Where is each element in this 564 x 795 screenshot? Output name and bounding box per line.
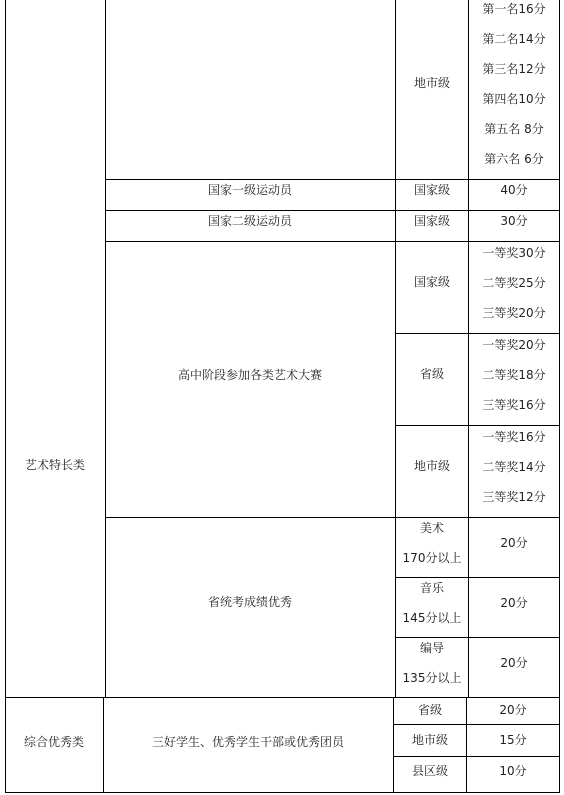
level-city: 地市级 bbox=[413, 76, 451, 90]
category-art-specialty: 艺术特长类 bbox=[24, 458, 86, 472]
level-art-provincial: 省级 bbox=[419, 367, 445, 381]
item-art-contest: 高中阶段参加各类艺术大赛 bbox=[177, 368, 323, 382]
ranking-score-4: 第四名10分 bbox=[482, 92, 546, 106]
prize-score: 一等奖16分 bbox=[482, 430, 546, 444]
item-merit-student: 三好学生、优秀学生干部或优秀团员 bbox=[151, 735, 345, 749]
level-athlete-grade1: 国家级 bbox=[413, 183, 451, 197]
level-city: 地市级 bbox=[411, 733, 449, 747]
score-athlete-grade1: 40分 bbox=[500, 183, 528, 197]
exam-threshold: 170分以上 bbox=[402, 551, 462, 565]
ranking-score-3: 第三名12分 bbox=[482, 62, 546, 76]
score-city: 15分 bbox=[499, 733, 527, 747]
exam-threshold: 135分以上 bbox=[402, 671, 462, 685]
item-athlete-grade1: 国家一级运动员 bbox=[207, 183, 293, 197]
prize-score: 三等奖16分 bbox=[482, 398, 546, 412]
score-county: 10分 bbox=[499, 764, 527, 778]
prize-score: 一等奖20分 bbox=[482, 338, 546, 352]
exam-subject: 编导 bbox=[419, 641, 445, 655]
exam-score: 20分 bbox=[500, 656, 528, 670]
exam-subject: 美术 bbox=[419, 521, 445, 535]
ranking-score-1: 第一名16分 bbox=[482, 2, 546, 16]
exam-threshold: 145分以上 bbox=[402, 611, 462, 625]
score-athlete-grade2: 30分 bbox=[500, 214, 528, 228]
category-comprehensive-excellence: 综合优秀类 bbox=[23, 735, 85, 749]
prize-score: 一等奖30分 bbox=[482, 246, 546, 260]
prize-score: 三等奖12分 bbox=[482, 490, 546, 504]
ranking-score-5: 第五名 8分 bbox=[484, 122, 544, 136]
item-athlete-grade2: 国家二级运动员 bbox=[207, 214, 293, 228]
score-provincial: 20分 bbox=[499, 703, 527, 717]
ranking-score-6: 第六名 6分 bbox=[484, 152, 544, 166]
level-county: 县区级 bbox=[411, 764, 449, 778]
level-art-national: 国家级 bbox=[413, 275, 451, 289]
ranking-score-2: 第二名14分 bbox=[482, 32, 546, 46]
level-art-city: 地市级 bbox=[413, 459, 451, 473]
exam-score: 20分 bbox=[500, 596, 528, 610]
exam-score: 20分 bbox=[500, 536, 528, 550]
item-provincial-exam: 省统考成绩优秀 bbox=[207, 595, 293, 609]
exam-subject: 音乐 bbox=[419, 581, 445, 595]
prize-score: 二等奖14分 bbox=[482, 460, 546, 474]
level-provincial: 省级 bbox=[417, 703, 443, 717]
prize-score: 三等奖20分 bbox=[482, 306, 546, 320]
level-athlete-grade2: 国家级 bbox=[413, 214, 451, 228]
prize-score: 二等奖18分 bbox=[482, 368, 546, 382]
prize-score: 二等奖25分 bbox=[482, 276, 546, 290]
